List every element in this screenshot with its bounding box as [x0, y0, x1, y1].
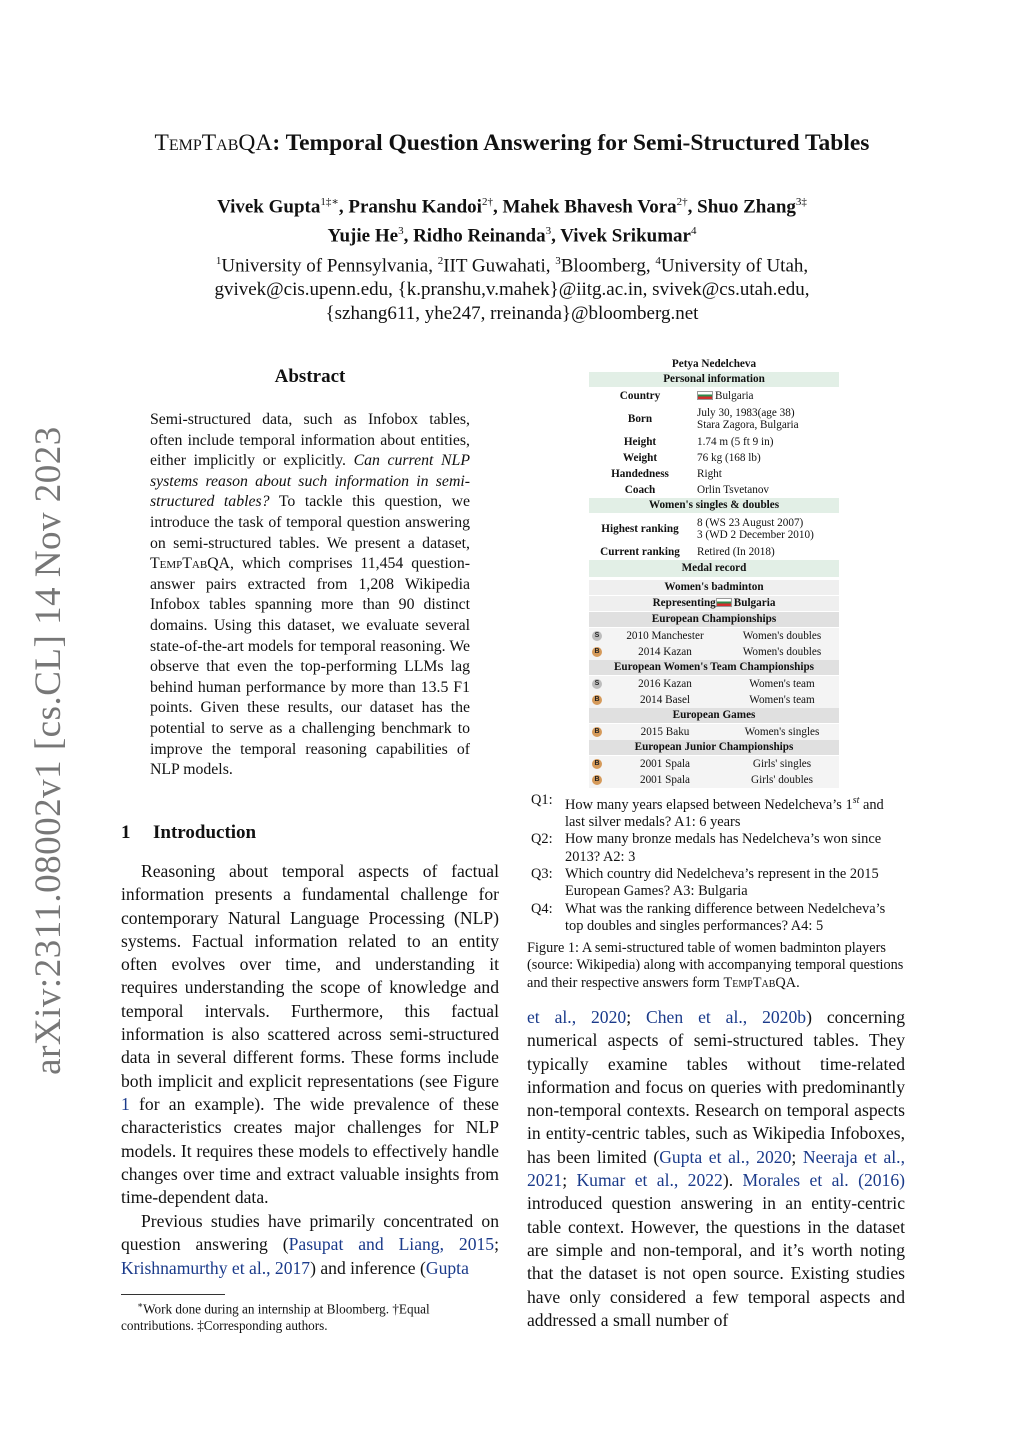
- qa-text: [565, 792, 906, 831]
- medal-section-womens-badminton: Women's badminton: [589, 580, 839, 595]
- infobox-value: Right: [697, 467, 722, 480]
- medal-group-title: European Games: [589, 708, 839, 723]
- infobox-title: Petya Nedelcheva: [671, 358, 757, 370]
- medal-group-title: European Junior Championships: [589, 740, 839, 755]
- infobox-value: [691, 517, 839, 542]
- affil-text: IIT Guwahati,: [443, 254, 556, 276]
- infobox-value-text: 8 (WS 23 August 2007): [697, 516, 804, 529]
- caption-text: A semi-structured table of women badminton players (source: Wikipedia) along with accompanying temporal questions and their respective answers form: [527, 940, 904, 991]
- author-name: Vivek Gupta: [217, 196, 321, 218]
- section-title: Introduction: [153, 822, 257, 843]
- infobox-value-text: Bulgaria: [715, 389, 754, 402]
- author-name: , Shuo Zhang: [687, 196, 796, 218]
- qa-label: Q4:: [531, 900, 553, 917]
- medal-row: [589, 676, 839, 692]
- paragraph-text: for an example). The wide prevalence of these characteristics creates major challenges for NLP models. It requires these models to effectively handle changes over time and extract valuable insights from time-dependent data.: [121, 1093, 499, 1208]
- silver-medal-icon: S: [592, 679, 602, 689]
- author-block: [80, 190, 944, 326]
- qa-item: [531, 792, 906, 831]
- medal-row: [589, 644, 839, 660]
- author-mark: 2†: [676, 196, 688, 208]
- footnote-rule: [121, 1294, 225, 1295]
- infobox-row: [589, 514, 839, 544]
- footnote-text: Work done during an internship at Bloomberg. †Equal contributions. ‡Corresponding authors.: [121, 1301, 430, 1334]
- infobox-key: Coach: [624, 484, 656, 496]
- author-mark: 4: [690, 225, 697, 238]
- infobox-value-text: 3 (WD 2 December 2010): [697, 529, 814, 541]
- infobox-key: Country: [619, 390, 661, 402]
- paragraph-text: Reasoning about temporal aspects of factual information presents a fundamental challenge for contemporary Natural Language Processing (NLP) systems. Factual information related to an entity often evolves over time, and understanding it requires understanding the scope of knowledge and temporal intervals. Furthermore, this factual information is also scattered across semi-structured data in several different forms. These forms include both implicit and explicit representations (see Figure: [121, 861, 499, 1091]
- infobox-value-text: July 30, 1983(age 38): [697, 406, 795, 419]
- infobox-value: [691, 407, 839, 432]
- medal-type: Women's team: [749, 694, 815, 706]
- author-name: Yujie He: [327, 225, 399, 247]
- infobox-row: [589, 544, 839, 560]
- bronze-medal-icon: B: [592, 647, 602, 657]
- medal-event: 2016 Kazan: [638, 678, 692, 690]
- author-mark: 3: [398, 225, 404, 238]
- citation-link[interactable]: et al., 2020: [527, 1007, 627, 1027]
- infobox-row: [589, 434, 839, 450]
- paragraph-text: ;: [626, 1007, 647, 1027]
- infobox-key: Current ranking: [600, 546, 680, 558]
- medal-event: 2001 Spala: [639, 774, 691, 786]
- infobox-row: [589, 388, 839, 404]
- paragraph-text: ) and inference (: [310, 1257, 426, 1278]
- author-mark: 2†: [481, 196, 493, 208]
- citation-link[interactable]: Kumar et al., 2022: [576, 1170, 723, 1191]
- affil-text: Bloomberg,: [560, 254, 656, 276]
- caption-dataset-name: TempTabQA: [723, 974, 797, 991]
- affil-text: University of Pennsylvania,: [221, 254, 438, 276]
- abstract-text: To tackle this question, we introduce the task of temporal question answering on semi-structured tables. We present a dataset,: [150, 493, 470, 552]
- affil-mark: 1: [215, 254, 222, 267]
- section-heading-introduction: [121, 822, 256, 844]
- qa-label: Q3:: [531, 865, 553, 882]
- infobox-row: [589, 404, 839, 434]
- author-line-2: [80, 219, 944, 248]
- abstract-question: Can current NLP systems reason about such information in semi-structured tables?: [150, 452, 470, 511]
- author-name: , Pranshu Kandoi: [338, 196, 482, 218]
- medal-row: [589, 756, 839, 772]
- infobox-key: Weight: [622, 452, 658, 464]
- medal-event: 2001 Spala: [639, 758, 691, 770]
- medal-row: [589, 692, 839, 708]
- caption-label: Figure 1:: [527, 940, 580, 956]
- medal-row: [589, 772, 839, 788]
- footnote-mark: ∗: [137, 1300, 144, 1310]
- medal-group-title: European Championships: [589, 612, 839, 627]
- infobox-section-personal: Personal information: [589, 372, 839, 387]
- figure-link[interactable]: 1: [121, 1093, 130, 1114]
- medal-type: Women's singles: [744, 726, 820, 738]
- intro-paragraph-2: [121, 1210, 499, 1280]
- abstract-heading: Abstract: [274, 366, 346, 387]
- paper-title: [60, 130, 964, 157]
- medal-event: 2014 Basel: [639, 694, 691, 706]
- citation-link[interactable]: Krishnamurthy et al., 2017: [121, 1257, 311, 1278]
- affiliations: [80, 249, 944, 278]
- question-answer-list: [531, 792, 906, 935]
- intro-paragraph-1: [121, 860, 499, 1209]
- citation-link[interactable]: Pasupat and Liang, 2015: [288, 1234, 495, 1255]
- qa-text-part: How many years elapsed between Nedelcheva’s 1: [565, 796, 853, 813]
- infobox-value: Retired (In 2018): [697, 545, 775, 558]
- author-name: , Mahek Bhavesh Vora: [492, 196, 677, 218]
- infobox-row: [589, 466, 839, 482]
- infobox-value: 1.74 m (5 ft 9 in): [697, 435, 774, 448]
- paragraph-text: ;: [562, 1170, 577, 1191]
- abstract-body: [150, 410, 470, 781]
- infobox-value: Orlin Tsvetanov: [697, 483, 770, 496]
- paragraph-text: ) concerning numerical aspects of semi-structured tables. They typically examine tables without time-related information and focus on queries with predominantly non-temporal contexts. Research on temporal aspects in entity-centric tables, such as Wikipedia Infoboxes, has been limited (: [527, 1007, 905, 1167]
- citation-link[interactable]: Gupta: [425, 1257, 469, 1278]
- qa-label: Q2:: [531, 831, 553, 848]
- infobox-section-singles: Women's singles & doubles: [589, 498, 839, 513]
- figure-caption: [527, 940, 905, 992]
- infobox-value: [691, 390, 839, 403]
- section-number: 1: [121, 822, 131, 843]
- infobox-key: Born: [627, 413, 653, 425]
- infobox-section-medal-record: Medal record: [589, 560, 839, 577]
- bronze-medal-icon: B: [592, 727, 602, 737]
- footnote: [121, 1297, 499, 1334]
- author-line-1: [80, 190, 944, 219]
- representing-label: Representing: [652, 597, 716, 609]
- caption-end: .: [796, 974, 800, 991]
- citation-link[interactable]: Morales et al. (2016): [742, 1170, 905, 1191]
- arxiv-sidebar-stamp: [12, 425, 84, 1075]
- medal-event: 2010 Manchester: [626, 630, 704, 642]
- paragraph-text: introduced question answering in an entity-centric table context. However, the questions in the dataset are simple and non-temporal, and it’s worth noting that the dataset is not open source. Existing studies have only considered a few temporal aspects and addressed a small number of: [527, 1193, 905, 1330]
- citation-link[interactable]: Chen et al., 2020b: [646, 1007, 807, 1027]
- medal-event: 2014 Kazan: [638, 646, 692, 658]
- title-acronym: TempTabQA: [154, 130, 273, 156]
- author-mark: 1‡∗: [320, 196, 339, 208]
- paragraph-text: Previous studies have primarily concentrated on question answering (: [121, 1211, 499, 1255]
- title-rest: : Temporal Question Answering for Semi-Structured Tables: [272, 130, 870, 156]
- infobox-key: Handedness: [611, 468, 669, 480]
- abstract-dataset-name: TempTabQA: [150, 555, 231, 573]
- qa-item: [531, 866, 906, 901]
- abstract-text: Semi-structured data, such as Infobox tables, often include temporal information about entities, either implicitly or explicitly.: [150, 411, 470, 470]
- medal-type: Women's doubles: [742, 630, 822, 642]
- qa-sup: st: [852, 795, 860, 806]
- qa-text-part: and last silver medals? A1: 6 years: [565, 796, 884, 831]
- affil-mark: 2: [437, 254, 444, 267]
- arxiv-id: arXiv:2311.08002v1 [cs.CL] 14 Nov 2023: [27, 425, 69, 1075]
- infobox-value-text: Stara Zagora, Bulgaria: [697, 419, 799, 431]
- bulgaria-flag-icon: [716, 598, 732, 607]
- bronze-medal-icon: B: [592, 695, 602, 705]
- qa-item: [531, 831, 906, 866]
- qa-item: [531, 901, 906, 936]
- infobox-row: [589, 450, 839, 466]
- bronze-medal-icon: B: [592, 775, 602, 785]
- infobox-key: Height: [623, 436, 657, 448]
- representing-country: Bulgaria: [733, 597, 776, 609]
- citation-link[interactable]: Neeraja et al., 2021: [527, 1146, 905, 1191]
- emails-line-2: {szhang611, yhe247, rreinanda}@bloomberg.net: [325, 302, 699, 324]
- author-mark: 3: [545, 225, 552, 238]
- author-mark: 3‡: [795, 196, 807, 208]
- medal-event: 2015 Baku: [640, 726, 690, 738]
- qa-text: Which country did Nedelcheva’s represent in the 2015 European Games? A3: Bulgaria: [565, 865, 879, 900]
- bronze-medal-icon: B: [592, 759, 602, 769]
- author-name: , Ridho Reinanda: [403, 225, 546, 247]
- infobox-value: 76 kg (168 lb): [697, 451, 761, 464]
- paragraph-text: ;: [791, 1146, 803, 1167]
- medal-representing: [589, 596, 839, 611]
- abstract-text: , which comprises 11,454 question-answer pairs extracted from 1,208 Wikipedia Infobox tables spanning more than 90 distinct domains. Using this dataset, we evaluate several state-of-the-art models for temporal reasoning. We observe that even the top-performing LLMs lag behind human performance by more than 13.5 F1 points. Given these results, our dataset has the potential to serve as a challenging benchmark to improve the temporal reasoning capabilities of NLP models.: [150, 555, 470, 779]
- medal-type: Women's doubles: [742, 646, 822, 658]
- medal-type: Girls' doubles: [751, 774, 813, 786]
- right-column-paragraph: [527, 1006, 905, 1332]
- affil-text: University of Utah,: [660, 254, 809, 276]
- affil-mark: 3: [555, 254, 561, 267]
- infobox-figure: [589, 356, 839, 788]
- qa-text: How many bronze medals has Nedelcheva’s won since 2013? A2: 3: [565, 831, 882, 865]
- paragraph-text: ).: [722, 1170, 743, 1191]
- medal-type: Women's team: [749, 678, 815, 690]
- qa-label: Q1:: [531, 792, 553, 808]
- paragraph-text: ;: [494, 1234, 499, 1255]
- medal-row: [589, 724, 839, 740]
- emails-line-1: gvivek@cis.upenn.edu, {k.pranshu,v.mahek}@iitg.ac.in, svivek@cs.utah.edu,: [214, 278, 810, 300]
- medal-type: Girls' singles: [752, 758, 812, 770]
- citation-link[interactable]: Gupta et al., 2020: [659, 1146, 792, 1167]
- bulgaria-flag-icon: [697, 391, 713, 400]
- medal-group-title: European Women's Team Championships: [589, 660, 839, 675]
- infobox-row: [589, 482, 839, 498]
- medal-row: [589, 628, 839, 644]
- qa-text: What was the ranking difference between Nedelcheva’s top doubles and singles performances? A4: 5: [565, 900, 886, 934]
- affil-mark: 4: [655, 254, 661, 267]
- silver-medal-icon: S: [592, 631, 602, 641]
- infobox-key: Highest ranking: [601, 523, 679, 535]
- author-name: , Vivek Srikumar: [551, 225, 691, 247]
